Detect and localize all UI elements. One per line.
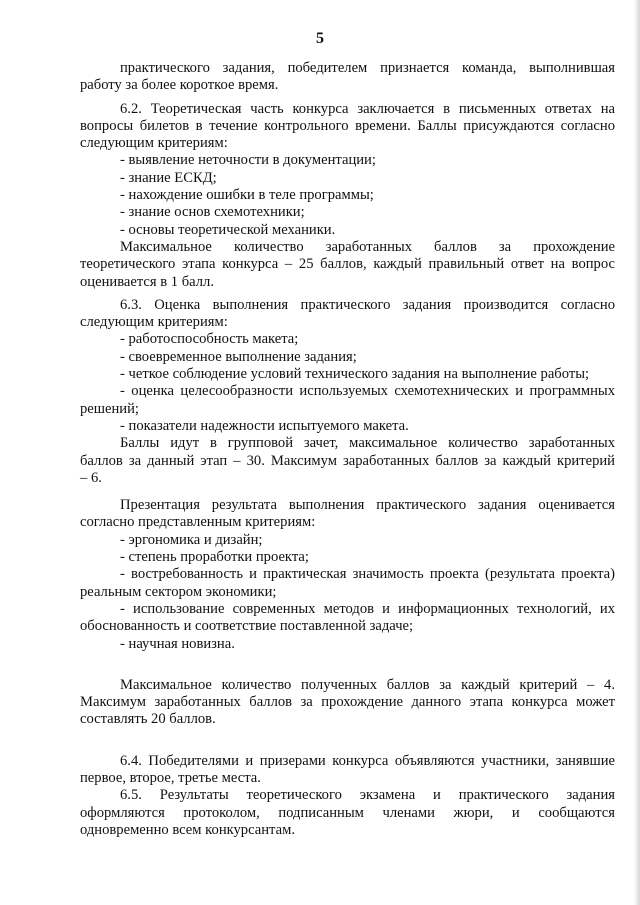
list-item: - знание ЕСКД; [120,169,217,186]
text-line: Максимальное количество полученных баллов за каждый критерий – 4. [120,676,615,693]
text-line: Максимальное количество заработанных баллов за прохождение [120,238,615,255]
text-line: - востребованность и практическая значимость проекта (результата проекта) [120,566,615,583]
presentation-criteria-list [80,532,615,653]
list-item: - работоспособность макета; [120,331,299,348]
paragraph-presentation [80,497,615,532]
text-line: Презентация результата выполнения практического задания оценивается [120,497,615,514]
list-item: - основы теоретической механики. [120,221,336,238]
document-body [80,60,615,839]
text-line: теоретического этапа конкурса – 25 баллов, каждый правильный ответ на вопрос [80,256,615,273]
text-line: согласно представленным критериям: [80,514,316,531]
paragraph-6-4 [80,753,615,788]
list-item: - своевременное выполнение задания; [120,348,357,365]
text-line: следующим критериям: [80,135,228,152]
text-line: реальным сектором экономики; [80,583,277,600]
list-item: - научная новизна. [120,635,235,652]
list-item: - выявление неточности в документации; [120,152,376,169]
text-line: – 6. [80,469,102,486]
text-line: следующим критериям: [80,314,228,331]
paragraph-6-2 [80,101,615,153]
text-line: оценивается в 1 балл. [80,273,214,290]
paragraph-continuation [80,60,615,95]
text-line: практического задания, победителем признается команда, выполнившая [120,60,615,76]
paragraph-6-5 [80,787,615,839]
list-item: - показатели надежности испытуемого макета. [120,417,409,434]
list-item: - эргономика и дизайн; [120,531,263,548]
paragraph-theory-max [80,239,615,291]
practice-criteria-list [80,331,615,435]
theory-criteria-list [80,152,615,238]
list-item: - четкое соблюдение условий технического задания на выполнение работы; [120,366,590,383]
list-item: - знание основ схемотехники; [120,204,305,221]
list-item: - степень проработки проекта; [120,549,309,566]
scan-edge-shadow [634,0,640,905]
text-line: оформляются протоколом, подписанным членами жюри, и сообщаются [80,804,615,821]
list-item: - нахождение ошибки в теле программы; [120,187,374,204]
text-line: составлять 20 баллов. [80,711,216,728]
text-line: первое, второе, третье места. [80,769,261,786]
text-line: 6.2. Теоретическая часть конкурса заключается в письменных ответах на [120,100,615,117]
page-number: 5 [316,30,324,47]
text-line: работу за более короткое время. [80,77,279,94]
text-line: 6.5. Результаты теоретического экзамена и практического задания [120,787,615,804]
list-item [80,383,615,418]
list-item [80,566,615,601]
text-line: вопросы билетов в течение контрольного времени. Баллы присуждаются согласно [80,117,615,134]
list-item [80,601,615,636]
text-line: 6.3. Оценка выполнения практического задания производится согласно [120,296,615,313]
text-line: - использование современных методов и информационных технологий, их [120,600,615,617]
text-line: Максимум заработанных баллов за прохождение данного этапа конкурса может [80,694,615,711]
text-line: обоснованность и соответствие поставленной задаче; [80,618,414,635]
paragraph-6-3 [80,297,615,332]
text-line: баллов за данный этап – 30. Максимум заработанных баллов за каждый критерий [80,452,615,469]
text-line: решений; [80,400,139,417]
paragraph-presentation-max [80,677,615,729]
text-line: одновременно всем конкурсантам. [80,821,295,838]
text-line: - оценка целесообразности используемых схемотехнических и программных [120,383,615,400]
text-line: 6.4. Победителями и призерами конкурса объявляются участники, занявшие [120,752,615,769]
text-line: Баллы идут в групповой зачет, максимальное количество заработанных [120,435,615,452]
paragraph-group-score [80,435,615,487]
